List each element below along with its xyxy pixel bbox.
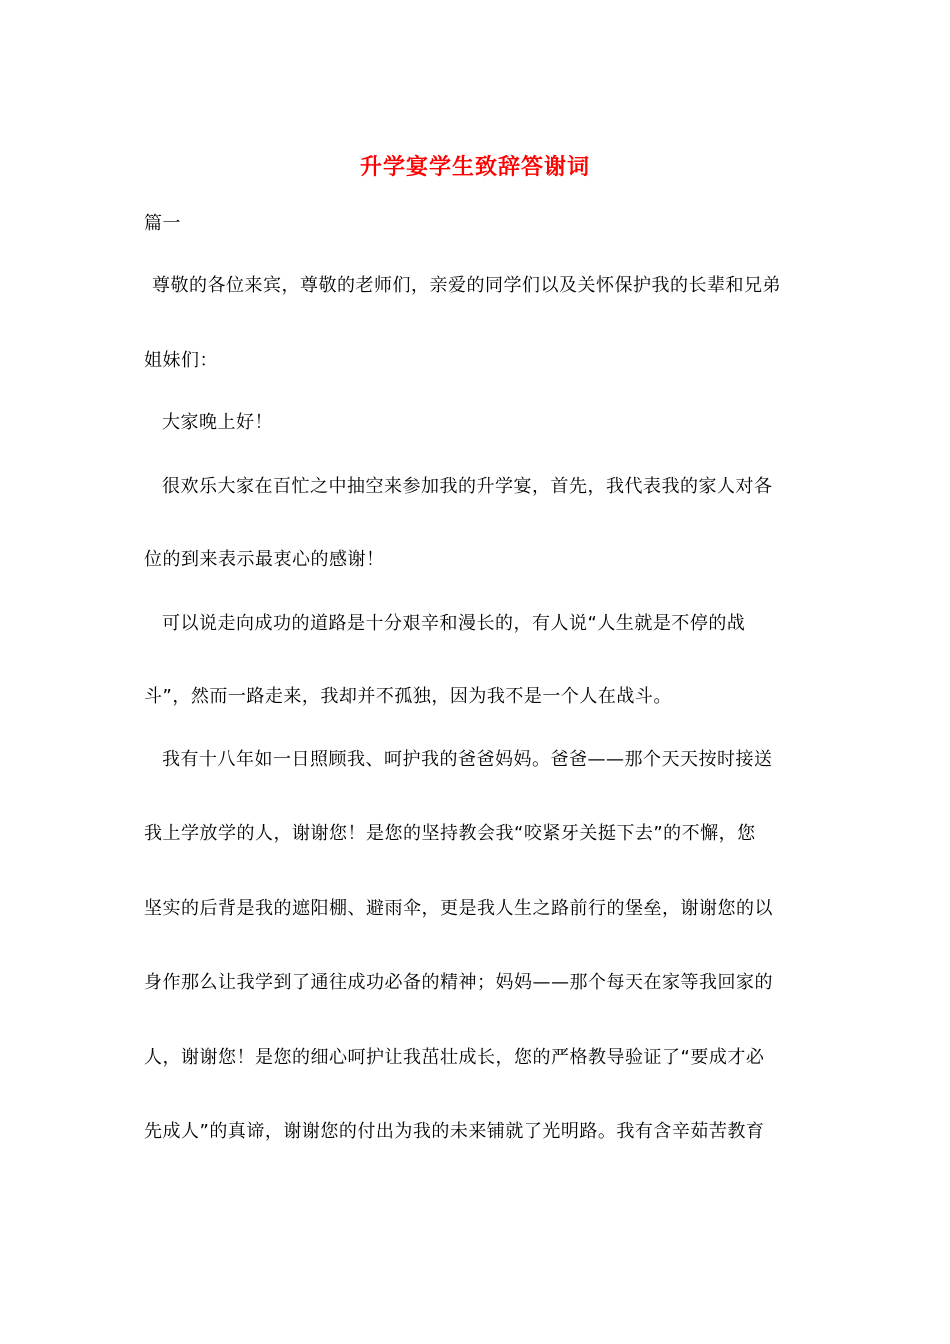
document-title: 升学宴学生致辞答谢词: [359, 154, 590, 180]
paragraph-line: 坚实的后背是我的遮阳棚、避雨伞，更是我人生之路前行的堡垒，谢谢您的以: [144, 898, 773, 919]
paragraph-line: 大家晚上好！: [162, 412, 273, 433]
paragraph-line: 可以说走向成功的道路是十分艰辛和漫长的，有人说“人生就是不停的战: [162, 613, 746, 634]
paragraph-line: 斗”，然而一路走来，我却并不孤独，因为我不是一个人在战斗。: [144, 686, 672, 707]
paragraph-line: 位的到来表示最衷心的感谢！: [144, 549, 385, 570]
paragraph-line: 身作那么让我学到了通往成功必备的精神；妈妈——那个每天在家等我回家的: [144, 972, 773, 993]
paragraph-line: 尊敬的各位来宾，尊敬的老师们，亲爱的同学们以及关怀保护我的长辈和兄弟: [152, 275, 781, 296]
paragraph-line: 我有十八年如一日照顾我、呵护我的爸爸妈妈。爸爸——那个天天按时接送: [162, 749, 773, 770]
paragraph-line: 先成人”的真谛，谢谢您的付出为我的未来铺就了光明路。我有含辛茹苦教育: [144, 1121, 765, 1142]
paragraph-line: 很欢乐大家在百忙之中抽空来参加我的升学宴，首先，我代表我的家人对各: [162, 476, 773, 497]
paragraph-line: 我上学放学的人，谢谢您！是您的坚持教会我“咬紧牙关挺下去”的不懈，您: [144, 823, 756, 844]
section-label: 篇一: [144, 213, 181, 234]
paragraph-line: 人，谢谢您！是您的细心呵护让我茁壮成长，您的严格教导验证了“要成才必: [144, 1047, 765, 1068]
paragraph-line: 姐妹们：: [144, 350, 218, 371]
